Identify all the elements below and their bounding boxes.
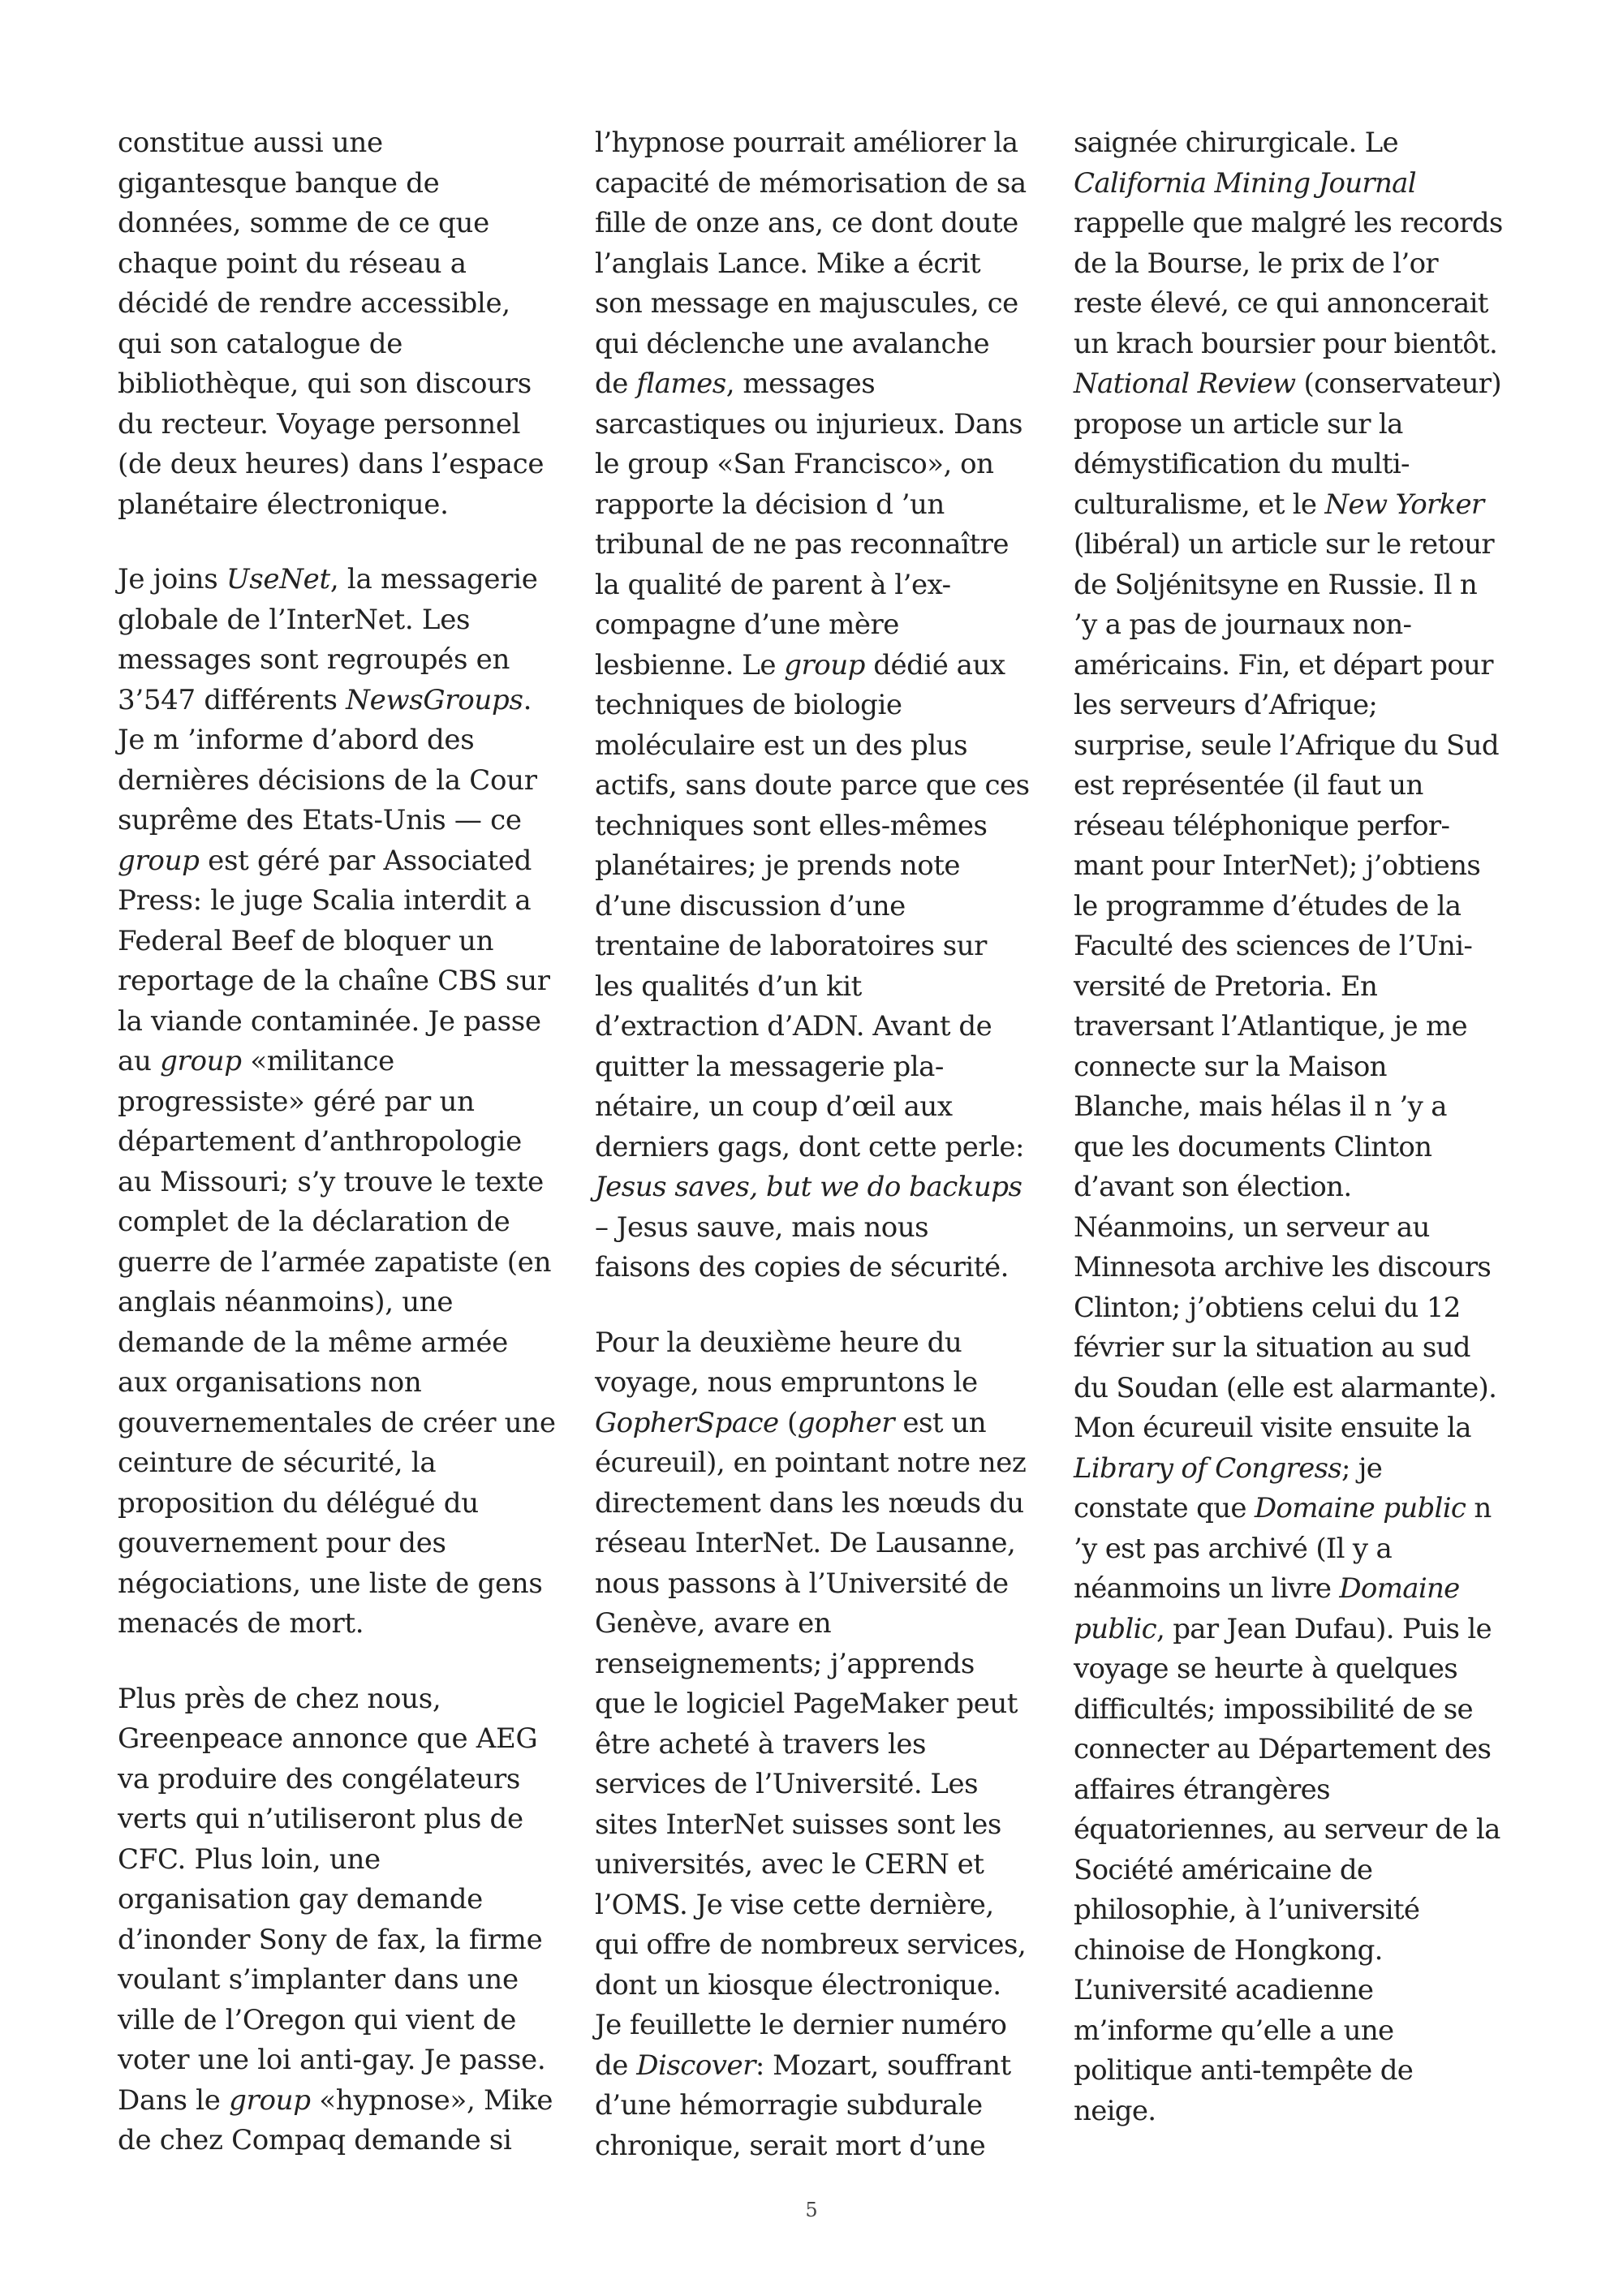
text-line: est représentée (il faut un xyxy=(1074,769,1423,802)
text-line: Néanmoins, un serveur au xyxy=(1074,1210,1430,1244)
text-line: ’y a pas de journaux non- xyxy=(1074,608,1412,641)
text-line: quitter la messagerie pla- xyxy=(595,1050,944,1083)
text-line: faisons des copies de sécurité. xyxy=(595,1251,1009,1283)
text-line: l’anglais Lance. Mike a écrit xyxy=(595,247,981,280)
text-line: département d’anthropologie xyxy=(118,1125,522,1158)
text-line: gigantesque banque de xyxy=(118,166,440,200)
text-line: sites InterNet suisses sont les xyxy=(595,1808,1001,1841)
text-line: public, par Jean Dufau). Puis le xyxy=(1074,1612,1492,1645)
text-column-2 xyxy=(595,123,1045,2166)
text-line: propose un article sur la xyxy=(1074,407,1403,441)
text-line: Pour la deuxième heure du xyxy=(595,1326,962,1359)
paragraph-break xyxy=(595,1288,1045,1323)
text-line: Minnesota archive les discours xyxy=(1074,1251,1492,1283)
text-line: un krach boursier pour bientôt. xyxy=(1074,327,1498,360)
text-line: (de deux heures) dans l’espace xyxy=(118,448,545,480)
text-line: de Discover: Mozart, souffrant xyxy=(595,2049,1011,2082)
text-line: Société américaine de xyxy=(1074,1853,1373,1886)
text-line: qui déclenche une avalanche xyxy=(595,327,990,360)
text-column-3 xyxy=(1074,123,1528,2131)
text-line: capacité de mémorisation de sa xyxy=(595,166,1027,200)
text-line: constate que Domaine public n xyxy=(1074,1492,1492,1524)
text-line: surprise, seule l’Afrique du Sud xyxy=(1074,729,1499,762)
text-line: chronique, serait mort d’une xyxy=(595,2129,986,2162)
text-line: complet de la déclaration de xyxy=(118,1206,510,1238)
text-line: suprême des Etats-Unis — ce xyxy=(118,804,522,836)
text-line: décidé de rendre accessible, xyxy=(118,287,510,320)
text-line: Press: le juge Scalia interdit a xyxy=(118,884,532,917)
text-line: connecter au Département des xyxy=(1074,1733,1492,1765)
text-line: de chez Compaq demande si xyxy=(118,2124,512,2156)
text-line: GopherSpace (gopher est un xyxy=(595,1406,987,1439)
text-line: ville de l’Oregon qui vient de xyxy=(118,2003,517,2036)
text-line: Clinton; j’obtiens celui du 12 xyxy=(1074,1291,1461,1324)
text-line: dernières décisions de la Cour xyxy=(118,763,537,797)
text-line: reste élevé, ce qui annoncerait xyxy=(1074,287,1488,320)
text-line: la viande contaminée. Je passe xyxy=(118,1004,541,1038)
text-line: être acheté à travers les xyxy=(595,1727,926,1761)
text-line: fille de onze ans, ce dont doute xyxy=(595,207,1018,239)
text-line: rapporte la décision d ’un xyxy=(595,488,945,521)
text-line: gouvernement pour des xyxy=(118,1527,446,1559)
text-line: verts qui n’utiliseront plus de xyxy=(118,1803,523,1835)
text-line: CFC. Plus loin, une xyxy=(118,1842,381,1876)
text-line: février sur la situation au sud xyxy=(1074,1331,1470,1364)
text-line: de la Bourse, le prix de l’or xyxy=(1074,247,1438,280)
text-line: qui offre de nombreux services, xyxy=(595,1928,1027,1961)
text-line: Plus près de chez nous, xyxy=(118,1682,441,1715)
text-line: anglais néanmoins), une xyxy=(118,1286,454,1318)
text-line: bibliothèque, qui son discours xyxy=(118,368,532,400)
text-line: Federal Beef de bloquer un xyxy=(118,924,494,957)
text-line: que le logiciel PageMaker peut xyxy=(595,1688,1018,1720)
text-line: américains. Fin, et départ pour xyxy=(1074,648,1493,681)
text-line: Je feuillette le dernier numéro xyxy=(595,2009,1007,2041)
text-line: traversant l’Atlantique, je me xyxy=(1074,1010,1467,1043)
text-line: du Soudan (elle est alarmante). xyxy=(1074,1371,1497,1404)
paragraph-break xyxy=(118,1645,560,1679)
text-line: group est géré par Associated xyxy=(118,844,532,877)
text-line: au group «militance xyxy=(118,1045,394,1077)
text-line: Library of Congress; je xyxy=(1074,1451,1383,1485)
text-line: gouvernementales de créer une xyxy=(118,1406,556,1439)
text-line: réseau téléphonique perfor- xyxy=(1074,809,1450,842)
text-line: Genève, avare en xyxy=(595,1607,832,1640)
text-line: directement dans les nœuds du xyxy=(595,1486,1024,1520)
text-line: philosophie, à l’université xyxy=(1074,1894,1420,1926)
text-line: moléculaire est un des plus xyxy=(595,729,968,762)
text-line: données, somme de ce que xyxy=(118,207,489,239)
text-line: chaque point du réseau a xyxy=(118,247,467,280)
text-line: trentaine de laboratoires sur xyxy=(595,930,987,962)
text-line: sarcastiques ou injurieux. Dans xyxy=(595,407,1023,441)
text-line: dont un kiosque électronique. xyxy=(595,1968,1001,2001)
text-line: ceinture de sécurité, la xyxy=(118,1447,437,1479)
text-line: universités, avec le CERN et xyxy=(595,1848,984,1881)
text-line: que les documents Clinton xyxy=(1074,1130,1432,1163)
text-line: culturalisme, et le New Yorker xyxy=(1074,488,1484,521)
page-number: 5 xyxy=(805,2199,818,2221)
text-line: néanmoins un livre Domaine xyxy=(1074,1572,1460,1605)
text-line: l’OMS. Je vise cette dernière, xyxy=(595,1888,994,1921)
text-line: les qualités d’un kit xyxy=(595,970,862,1003)
text-line: démystification du multi- xyxy=(1074,448,1410,480)
text-line: d’une discussion d’une xyxy=(595,889,906,922)
text-line: le programme d’études de la xyxy=(1074,889,1462,922)
text-line: Jesus saves, but we do backups xyxy=(595,1171,1022,1203)
text-line: globale de l’InterNet. Les xyxy=(118,603,471,636)
text-line: mant pour InterNet); j’obtiens xyxy=(1074,849,1481,882)
text-line: d’extraction d’ADN. Avant de xyxy=(595,1010,992,1043)
paragraph-break xyxy=(118,525,560,560)
text-line: neige. xyxy=(1074,2094,1156,2127)
text-line: connecte sur la Maison xyxy=(1074,1050,1387,1083)
text-line: voyage se heurte à quelques xyxy=(1074,1653,1458,1685)
text-line: voter une loi anti-gay. Je passe. xyxy=(118,2044,546,2076)
text-line: nétaire, un coup d’œil aux xyxy=(595,1090,953,1123)
text-line: derniers gags, dont cette perle: xyxy=(595,1130,1025,1163)
text-line: voyage, nous empruntons le xyxy=(595,1366,978,1399)
text-line: de Soljénitsyne en Russie. Il n xyxy=(1074,568,1478,601)
text-line: Greenpeace annonce que AEG xyxy=(118,1722,538,1755)
text-line: organisation gay demande xyxy=(118,1883,483,1915)
text-line: Je m ’informe d’abord des xyxy=(118,724,475,756)
text-line: planétaire électronique. xyxy=(118,488,449,521)
text-line: son message en majuscules, ce xyxy=(595,287,1018,320)
text-line: politique anti-tempête de xyxy=(1074,2054,1414,2087)
text-line: reportage de la chaîne CBS sur xyxy=(118,965,550,997)
text-line: la qualité de parent à l’ex- xyxy=(595,568,951,601)
text-line: aux organisations non xyxy=(118,1366,422,1399)
text-line: écureuil), en pointant notre nez xyxy=(595,1447,1027,1479)
text-line: National Review (conservateur) xyxy=(1074,368,1501,400)
text-line: d’une hémorragie subdurale xyxy=(595,2089,983,2122)
text-line: qui son catalogue de xyxy=(118,327,403,360)
text-line: au Missouri; s’y trouve le texte xyxy=(118,1165,544,1198)
text-line: tribunal de ne pas reconnaître xyxy=(595,528,1009,561)
text-line: planétaires; je prends note xyxy=(595,849,960,882)
text-line: négociations, une liste de gens xyxy=(118,1567,543,1600)
text-line: demande de la même armée xyxy=(118,1326,508,1359)
text-line: techniques de biologie xyxy=(595,689,902,721)
text-line: chinoise de Hongkong. xyxy=(1074,1933,1383,1967)
text-column-1 xyxy=(118,123,560,2161)
text-line: Blanche, mais hélas il n ’y a xyxy=(1074,1090,1447,1123)
text-line: lesbienne. Le group dédié aux xyxy=(595,648,1005,681)
text-line: Faculté des sciences de l’Uni- xyxy=(1074,930,1473,962)
text-line: Je joins UseNet, la messagerie xyxy=(118,563,538,595)
text-line: messages sont regroupés en xyxy=(118,643,510,676)
text-line: d’inonder Sony de fax, la firme xyxy=(118,1923,543,1956)
text-line: progressiste» géré par un xyxy=(118,1085,475,1118)
text-line: 3’547 différents NewsGroups. xyxy=(118,683,532,716)
text-line: constitue aussi une xyxy=(118,127,383,159)
text-line: techniques sont elles-mêmes xyxy=(595,809,988,842)
text-line: nous passons à l’Université de xyxy=(595,1567,1009,1600)
text-line: les serveurs d’Afrique; xyxy=(1074,689,1378,721)
text-line: va produire des congélateurs xyxy=(118,1762,521,1795)
text-line: Mon écureuil visite ensuite la xyxy=(1074,1412,1471,1444)
text-line: rappelle que malgré les records xyxy=(1074,207,1503,239)
text-line: m’informe qu’elle a une xyxy=(1074,2014,1394,2047)
text-line: services de l’Université. Les xyxy=(595,1768,979,1800)
text-line: d’avant son élection. xyxy=(1074,1171,1352,1203)
text-line: renseignements; j’apprends xyxy=(595,1647,975,1680)
text-line: versité de Pretoria. En xyxy=(1074,970,1378,1003)
text-line: de flames, messages xyxy=(595,368,876,400)
text-line: L’université acadienne xyxy=(1074,1974,1374,2006)
text-line: California Mining Journal xyxy=(1074,166,1416,200)
text-line: le group «San Francisco», on xyxy=(595,448,994,480)
text-line: guerre de l’armée zapatiste (en xyxy=(118,1245,552,1279)
text-line: compagne d’une mère xyxy=(595,608,899,641)
text-line: difficultés; impossibilité de se xyxy=(1074,1692,1473,1726)
text-line: – Jesus sauve, mais nous xyxy=(595,1210,929,1244)
text-line: menacés de mort. xyxy=(118,1607,364,1640)
text-line: actifs, sans doute parce que ces xyxy=(595,769,1030,802)
text-line: ’y est pas archivé (Il y a xyxy=(1074,1532,1393,1565)
text-line: proposition du délégué du xyxy=(118,1486,479,1520)
text-line: voulant s’implanter dans une xyxy=(118,1963,519,1996)
text-line: réseau InterNet. De Lausanne, xyxy=(595,1527,1016,1559)
text-line: saignée chirurgicale. Le xyxy=(1074,127,1398,159)
text-line: l’hypnose pourrait améliorer la xyxy=(595,127,1018,159)
text-line: affaires étrangères xyxy=(1074,1773,1330,1806)
text-line: (libéral) un article sur le retour xyxy=(1074,528,1494,561)
text-line: Dans le group «hypnose», Mike xyxy=(118,2083,553,2117)
text-line: équatoriennes, au serveur de la xyxy=(1074,1813,1500,1846)
text-line: du recteur. Voyage personnel xyxy=(118,407,521,441)
